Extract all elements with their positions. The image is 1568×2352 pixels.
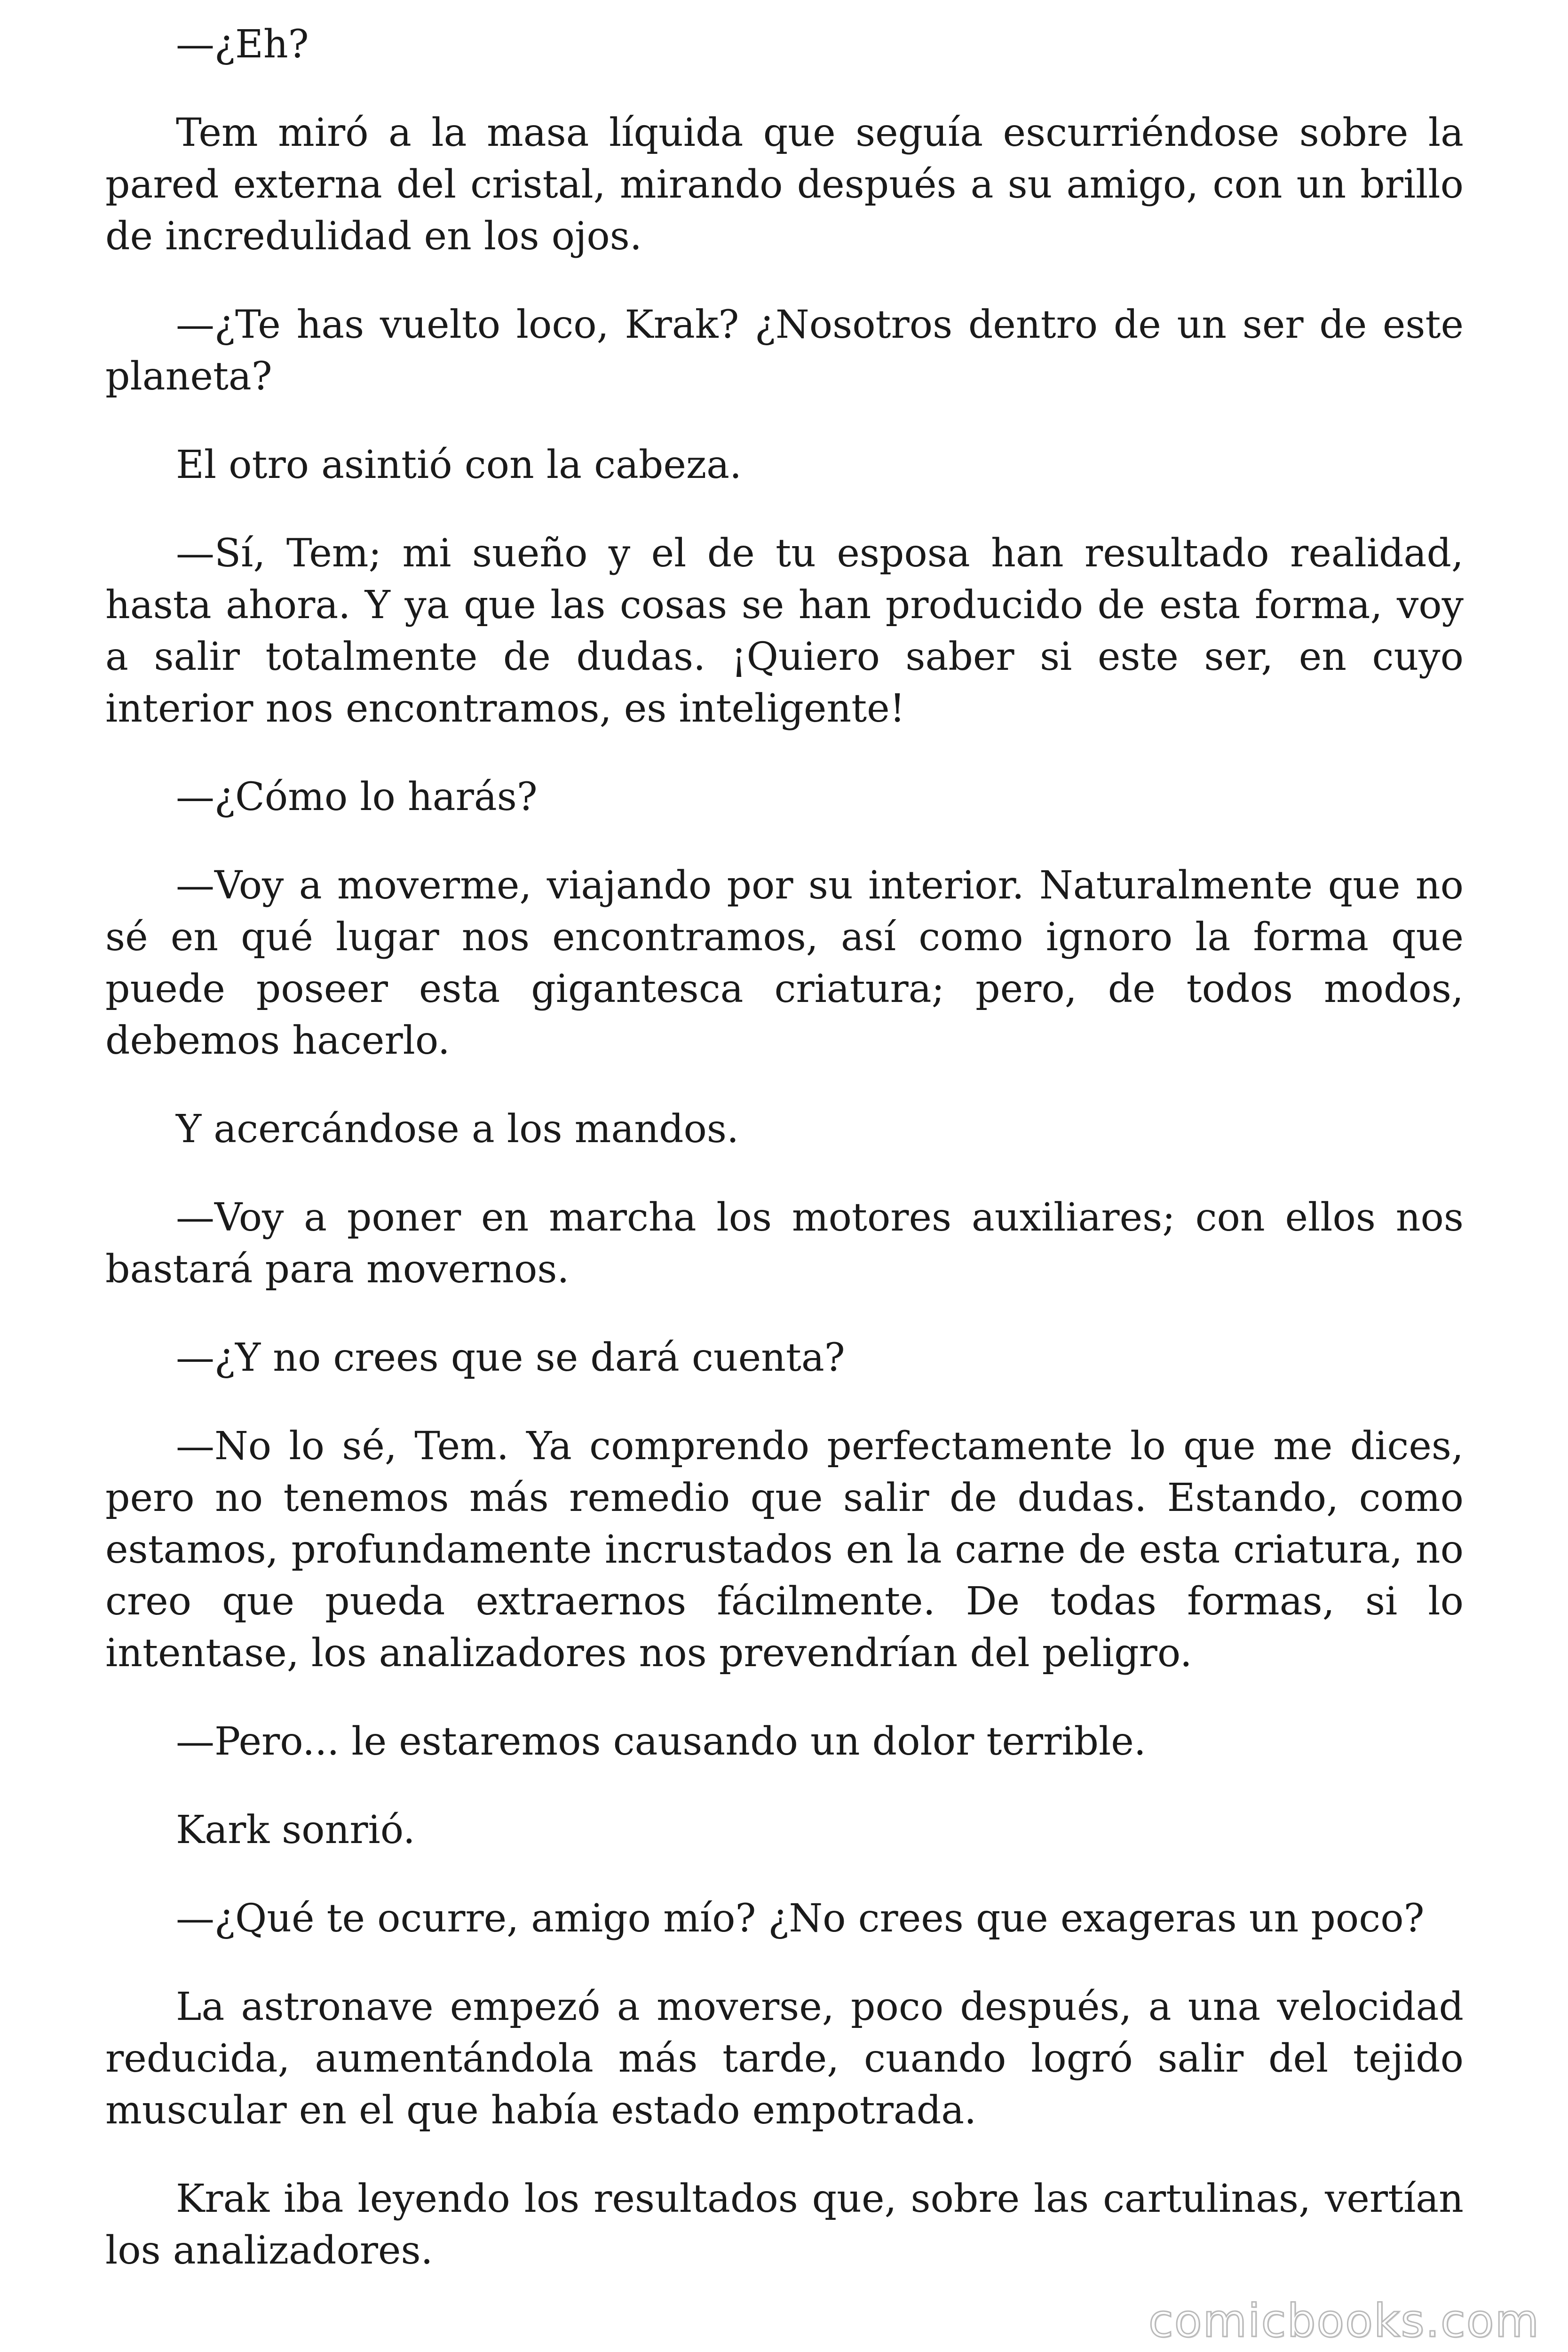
paragraph: —¿Eh? [176,22,309,67]
paragraph: —Voy a poner en marcha los motores auxiliares; con ellos nos bastará para movernos. [105,1195,1464,1292]
paragraph: —¿Qué te ocurre, amigo mío? ¿No crees que exageras un poco? [176,1896,1425,1941]
paragraph: Tem miró a la masa líquida que seguía escurriéndose sobre la pared externa del cristal, mirando después a su amigo, con un brillo de incredulidad en los ojos. [105,111,1464,259]
paragraph: —Voy a moverme, viajando por su interior. Naturalmente que no sé en qué lugar nos encontramos, así como ignoro la forma que puede poseer esta gigantesca criatura; pero, de todos modos, debemos hacerlo. [105,863,1464,1063]
paragraph: —No lo sé, Tem. Ya comprendo perfectamente lo que me dices, pero no tenemos más remedio que salir de dudas. Estando, como estamos, profundamente incrustados en la carne de esta criatura, no creo que pueda extraernos fácilmente. De todas formas, si lo intentase, los analizadores nos prevendrían del peligro. [105,1424,1464,1676]
paragraph: Krak iba leyendo los resultados que, sobre las cartulinas, vertían los analizadores. [105,2177,1464,2273]
paragraph: —Pero... le estaremos causando un dolor terrible. [176,1719,1146,1764]
paragraph: Kark sonrió. [176,1808,415,1852]
paragraph: —Sí, Tem; mi sueño y el de tu esposa han resultado realidad, hasta ahora. Y ya que las cosas se han producido de esta forma, voy a salir totalmente de dudas. ¡Quiero saber si este ser, en cuyo interior nos encontramos, es inteligente! [105,531,1464,731]
book-page [105,19,1464,2277]
paragraph: El otro asintió con la cabeza. [176,443,742,487]
paragraph: —¿Cómo lo harás? [176,775,538,819]
paragraph: —¿Y no crees que se dará cuenta? [176,1335,845,1380]
watermark: comicbooks.com [1148,2295,1540,2347]
paragraph: Y acercándose a los mandos. [176,1107,739,1152]
paragraph: —¿Te has vuelto loco, Krak? ¿Nosotros dentro de un ser de este planeta? [105,302,1464,399]
paragraph: La astronave empezó a moverse, poco después, a una velocidad reducida, aumentándola más tarde, cuando logró salir del tejido muscular en el que había estado empotrada. [105,1985,1464,2133]
